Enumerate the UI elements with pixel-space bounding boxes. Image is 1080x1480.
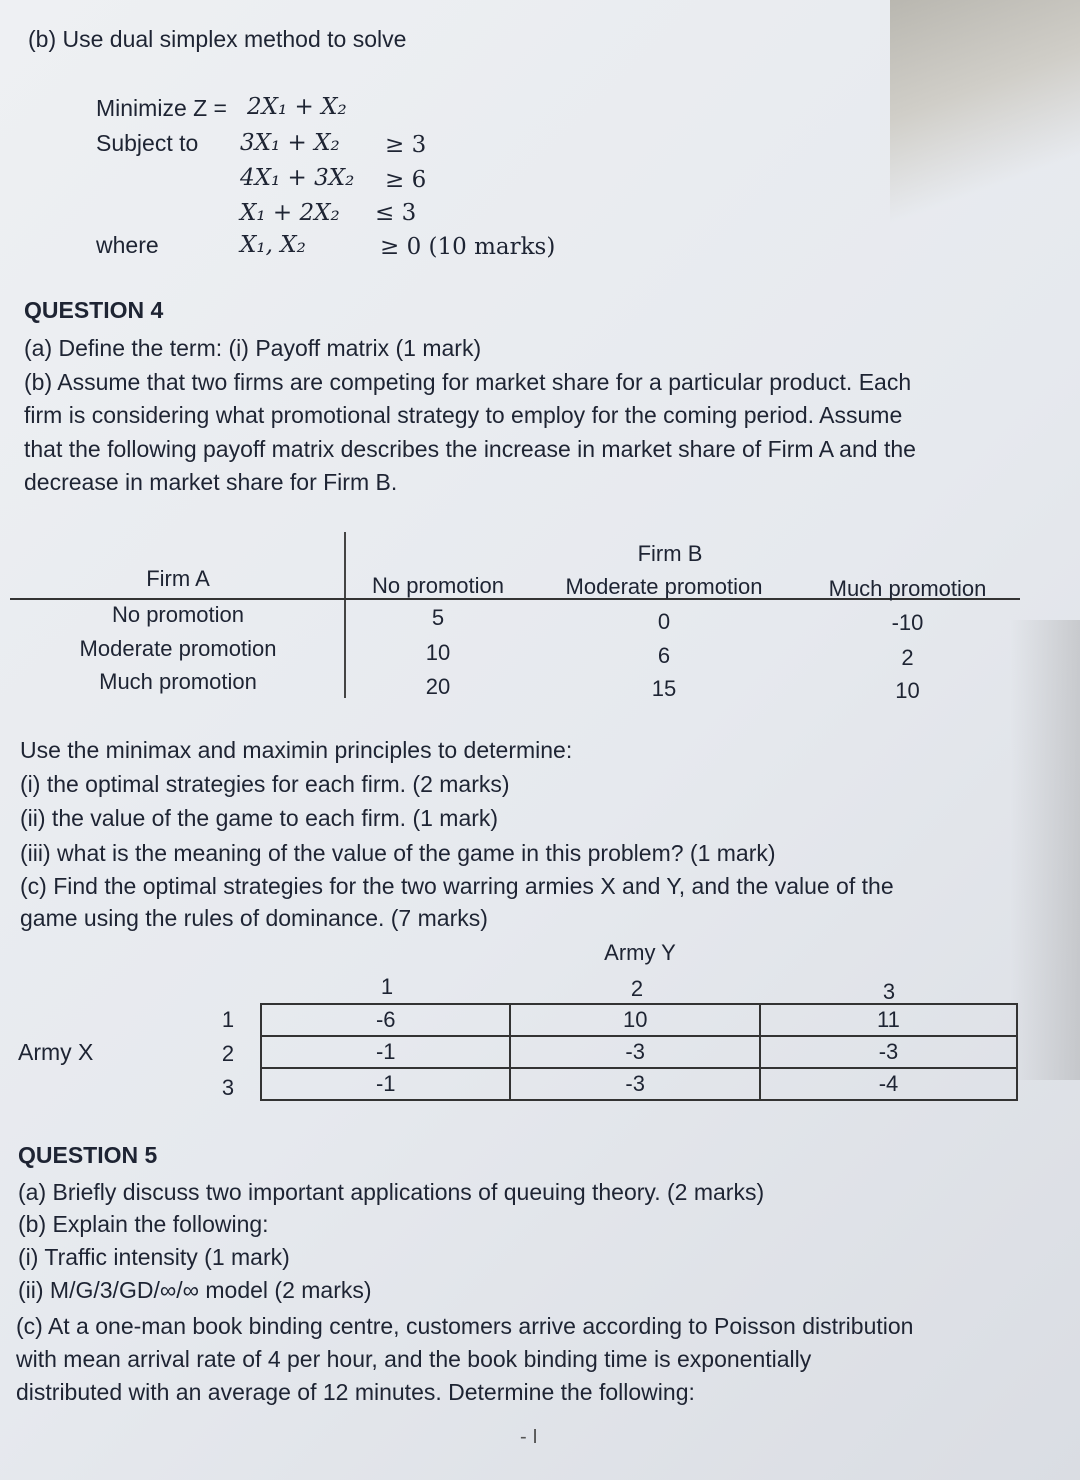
table-cell: 10: [510, 1004, 759, 1036]
table-cell: 15: [651, 676, 677, 701]
table-cell: -3: [510, 1068, 759, 1100]
question-5-title: QUESTION 5: [18, 1142, 158, 1168]
row-group-army-x: Army X: [18, 1039, 94, 1065]
col-group-firm-b: Firm B: [637, 541, 703, 566]
army-row-label: 2: [221, 1041, 235, 1066]
table-cell: 5: [431, 605, 445, 630]
q4b-line: that the following payoff matrix describes the increase in market share of Firm A and the: [24, 436, 916, 462]
row-label: Much promotion: [99, 669, 257, 694]
row-label: No promotion: [111, 602, 245, 627]
table-cell: -10: [891, 610, 924, 635]
q4b-line: firm is considering what promotional strategy to employ for the coming period. Assume: [24, 402, 903, 428]
paper-edge-shadow: [1010, 620, 1080, 1080]
table-cell: -6: [261, 1004, 510, 1036]
q4-instruction-line: (i) the optimal strategies for each firm. (2 marks): [20, 771, 510, 797]
table-vertical-rule: [344, 532, 346, 698]
table-cell: 10: [425, 640, 451, 665]
table-cell: 2: [901, 645, 914, 670]
army-col-header: 2: [630, 976, 644, 1001]
nonnegativity-expression: X₁, X₂: [240, 232, 306, 258]
table-cell: -1: [261, 1036, 510, 1068]
table-row: [261, 1004, 1017, 1036]
row-label: Moderate promotion: [79, 636, 277, 661]
q4b-line: (b) Assume that two firms are competing for market share for a particular product. Each: [24, 369, 912, 395]
constraint-2-rhs: ≥ 6: [385, 167, 427, 193]
subject-to-label: Subject to: [96, 130, 199, 156]
army-payoff-grid: [260, 1003, 1018, 1101]
q4-instruction-line: (iii) what is the meaning of the value of the game in this problem? (1 mark): [20, 840, 776, 866]
constraint-3-expression: X₁ + 2X₂: [240, 200, 340, 226]
constraint-2-expression: 4X₁ + 3X₂: [240, 165, 355, 191]
q5-line: with mean arrival rate of 4 per hour, and the book binding time is exponentially: [16, 1346, 812, 1372]
q4-instruction-line: Use the minimax and maximin principles to determine:: [20, 737, 573, 763]
table-cell: -4: [760, 1068, 1017, 1100]
table-cell: -1: [261, 1068, 510, 1100]
col-header: Much promotion: [828, 576, 987, 601]
table-cell: -3: [510, 1036, 759, 1068]
col-header: Moderate promotion: [565, 574, 763, 599]
constraint-3-rhs: ≤ 3: [375, 200, 417, 226]
table-cell: 6: [657, 643, 671, 668]
q4c-line: game using the rules of dominance. (7 marks): [20, 905, 488, 931]
table-cell: 20: [425, 674, 451, 699]
army-row-label: 3: [221, 1075, 235, 1100]
constraint-1-rhs: ≥ 3: [385, 132, 427, 158]
q5-line: distributed with an average of 12 minutes. Determine the following:: [16, 1379, 695, 1405]
q5-line: (b) Explain the following:: [18, 1211, 269, 1237]
q5-line: (c) At a one-man book binding centre, customers arrive according to Poisson distribution: [16, 1313, 914, 1339]
row-group-firm-a: Firm A: [146, 566, 210, 591]
col-header: No promotion: [371, 573, 505, 598]
table-cell: 0: [657, 609, 671, 634]
table-cell: 10: [895, 678, 920, 703]
constraint-1-expression: 3X₁ + X₂: [240, 130, 340, 156]
q4b-line: decrease in market share for Firm B.: [24, 469, 398, 495]
table-row: [261, 1036, 1017, 1068]
q5-line: (i) Traffic intensity (1 mark): [18, 1244, 290, 1270]
page-number: - I: [520, 1426, 538, 1448]
q5-line: (ii) M/G/3/GD/∞/∞ model (2 marks): [18, 1277, 372, 1303]
q4-instruction-line: (ii) the value of the game to each firm. (1 mark): [20, 805, 499, 831]
table-row: [261, 1068, 1017, 1100]
objective-label: Minimize Z =: [96, 95, 227, 121]
question-4-title: QUESTION 4: [24, 297, 164, 323]
q4c-line: (c) Find the optimal strategies for the two warring armies X and Y, and the value of the: [20, 873, 894, 899]
army-row-label: 1: [221, 1007, 235, 1032]
q4a-text: (a) Define the term: (i) Payoff matrix (1 mark): [24, 335, 482, 361]
col-group-army-y: Army Y: [604, 940, 676, 965]
army-col-header: 1: [380, 974, 394, 999]
table-cell: 11: [760, 1004, 1017, 1036]
objective-expression: 2X₁ + X₂: [247, 94, 347, 120]
q3b-heading: (b) Use dual simplex method to solve: [28, 26, 407, 52]
nonnegativity-rhs: ≥ 0 (10 marks): [380, 234, 556, 260]
army-col-header: 3: [882, 979, 896, 1004]
paper-corner-shadow: [890, 0, 1080, 230]
table-cell: -3: [760, 1036, 1017, 1068]
q5-line: (a) Briefly discuss two important applications of queuing theory. (2 marks): [18, 1179, 765, 1205]
where-label: where: [96, 232, 159, 258]
